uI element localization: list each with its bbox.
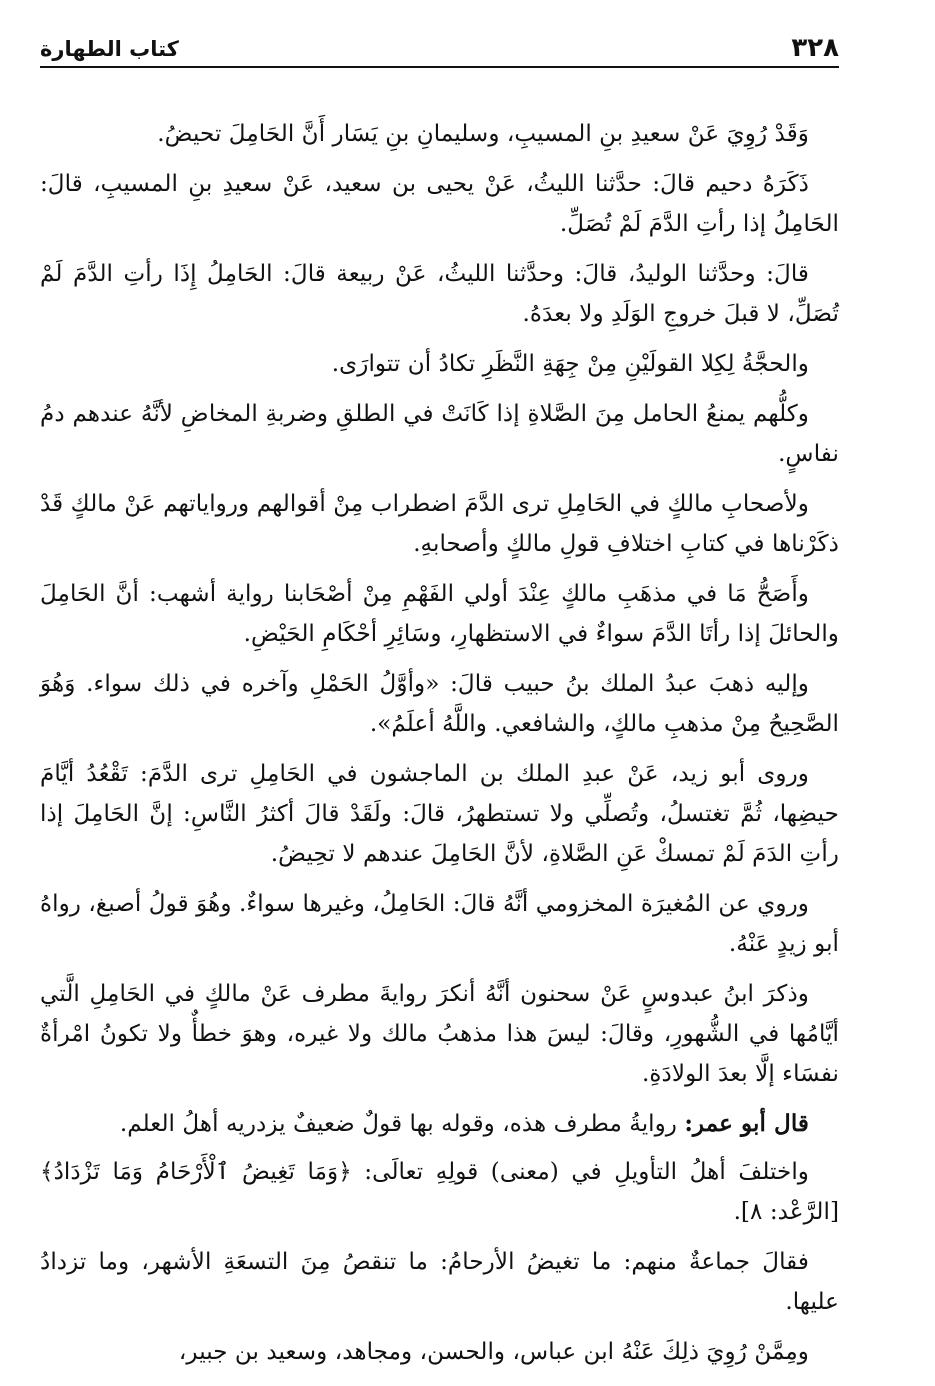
paragraph-text: وروى أبو زيد، عَنْ عبدِ الملك بن الماجشون في الحَامِلِ ترى الدَّمَ: تَقْعُدُ أيَّامَ حيضِها، ثُمَّ تغتسلُ، وتُصلِّي ولا تستطهرُ، قالَ: ولَقَدْ قالَ أكثرُ النَّاسِ: إنَّ الحَامِلَ إذا رأتِ الدَمَ لَمْ تمسكْ عَنِ الصَّلاةِ، لأنَّ الحَامِلَ عندهم لا تحِيضُ. (40, 760, 839, 867)
page-number: ٣٢٨ (791, 33, 839, 63)
paragraph (40, 394, 839, 474)
paragraph-text: وإليه ذهبَ عبدُ الملك بنُ حبيب قالَ: «وأوَّلُ الحَمْلِ وآخره في ذلك سواء. وَهُوَ الصَّحِيحُ مِنْ مذهبِ مالكٍ، والشافعي. واللَّهُ أعلَمُ». (40, 670, 839, 737)
paragraph-text: وأَصَحُّ مَا في مذهَبِ مالكٍ عِنْدَ أولي الفَهْمِ مِنْ أصْحَابنا رواية أشهب: أنَّ الحَامِلَ والحائلَ إذا رأتَا الدَّمَ سواءٌ في الاستظهارِ، وسَائِرِ أحْكَامِ الحَيْضِ. (40, 580, 839, 647)
paragraph (40, 254, 839, 334)
paragraph-text: قالَ: وحدَّثنا الوليدُ، قالَ: وحدَّثنا الليثُ، عَنْ ربيعة قالَ: الحَامِلُ إِذَا رأتِ الدَّمَ لَمْ تُصَلِّ، لا قبلَ خروجِ الوَلَدِ ولا بعدَهُ. (40, 260, 839, 327)
page-body (40, 114, 839, 1372)
paragraph-text: ذَكَرَهُ دحيم قالَ: حدَّثنا الليثُ، عَنْ يحيى بن سعيد، عَنْ سعيدِ بنِ المسيبِ، قالَ: الحَامِلُ إذا رأتِ الدَّمَ لَمْ تُصَلِّ. (40, 170, 839, 237)
paragraph (40, 484, 839, 564)
paragraph (40, 574, 839, 654)
paragraph (40, 164, 839, 244)
paragraph-text: وَقَدْ رُوِيَ عَنْ سعيدِ بنِ المسيبِ، وسليمانِ بنِ يَسَار أَنَّ الحَامِلَ تحيضُ. (157, 120, 809, 147)
paragraph (40, 884, 839, 964)
paragraph (40, 1152, 839, 1232)
paragraph (40, 1104, 839, 1144)
paragraph-text: وروي عن المُغيرَة المخزومي أنَّهُ قالَ: الحَامِلُ، وغيرها سواءٌ. وهُوَ قولُ أصبغ، رواهُ أبو زيدٍ عَنْهُ. (40, 890, 839, 957)
paragraph-text: وكلُّهم يمنعُ الحامل مِنَ الصَّلاةِ إذا كَانَتْ في الطلقِ وضربةِ المخاضِ لأنَّهُ عندهم دمُ نفاسٍ. (40, 400, 839, 467)
paragraph-lead: قال أبو عمر: (684, 1110, 809, 1137)
page-header (40, 34, 839, 68)
paragraph-text: واختلفَ أهلُ التأويلِ في (معنى) قولِهِ تعالَى: ﴿وَمَا تَغِيضُ ٱلْأَرْحَامُ وَمَا تَزْدَادُ﴾ [الرَّعْد: ٨]. (40, 1158, 839, 1225)
paragraph (40, 664, 839, 744)
paragraph-text: والحجَّةُ لِكِلا القولَيْنِ مِنْ جِهَةِ النَّظَرِ تكادُ أن تتوارَى. (331, 350, 809, 377)
paragraph (40, 754, 839, 874)
paragraph (40, 344, 839, 384)
paragraph (40, 1242, 839, 1322)
paragraph (40, 1332, 839, 1372)
paragraph-text: وذكرَ ابنُ عبدوسٍ عَنْ سحنون أنَّهُ أنكرَ روايةَ مطرف عَنْ مالكٍ في الحَامِلِ الَّتي أيَّامُها في الشُّهورِ، وقالَ: ليسَ هذا مذهبُ مالك ولا غيره، وهوَ خطأٌ ولا تكونُ امْرأةٌ نفسَاء إلَّا بعدَ الولادَةِ. (40, 980, 839, 1087)
paragraph-text: ولأصحابِ مالكٍ في الحَامِلِ ترى الدَّمَ اضطراب مِنْ أقوالهم ورواياتهم عَنْ مالكٍ قَدْ ذكَرْناها في كتابِ اختلافِ قولِ مالكٍ وأصحابهِ. (40, 490, 839, 557)
paragraph-text: فقالَ جماعةٌ منهم: ما تغيضُ الأرحامُ: ما تنقصُ مِنَ التسعَةِ الأشهر، وما تزدادُ عليها. (40, 1248, 839, 1315)
paragraph-text: ومِمَّنْ رُوِيَ ذلِكَ عَنْهُ ابن عباس، والحسن، ومجاهد، وسعيد بن جبير، (178, 1338, 809, 1365)
paragraph (40, 114, 839, 154)
running-title: كتاب الطهارة (40, 37, 179, 61)
paragraph-text: روايةُ مطرف هذه، وقوله بها قولٌ ضعيفٌ يزدريه أهلُ العلم. (119, 1110, 685, 1137)
paragraph (40, 974, 839, 1094)
